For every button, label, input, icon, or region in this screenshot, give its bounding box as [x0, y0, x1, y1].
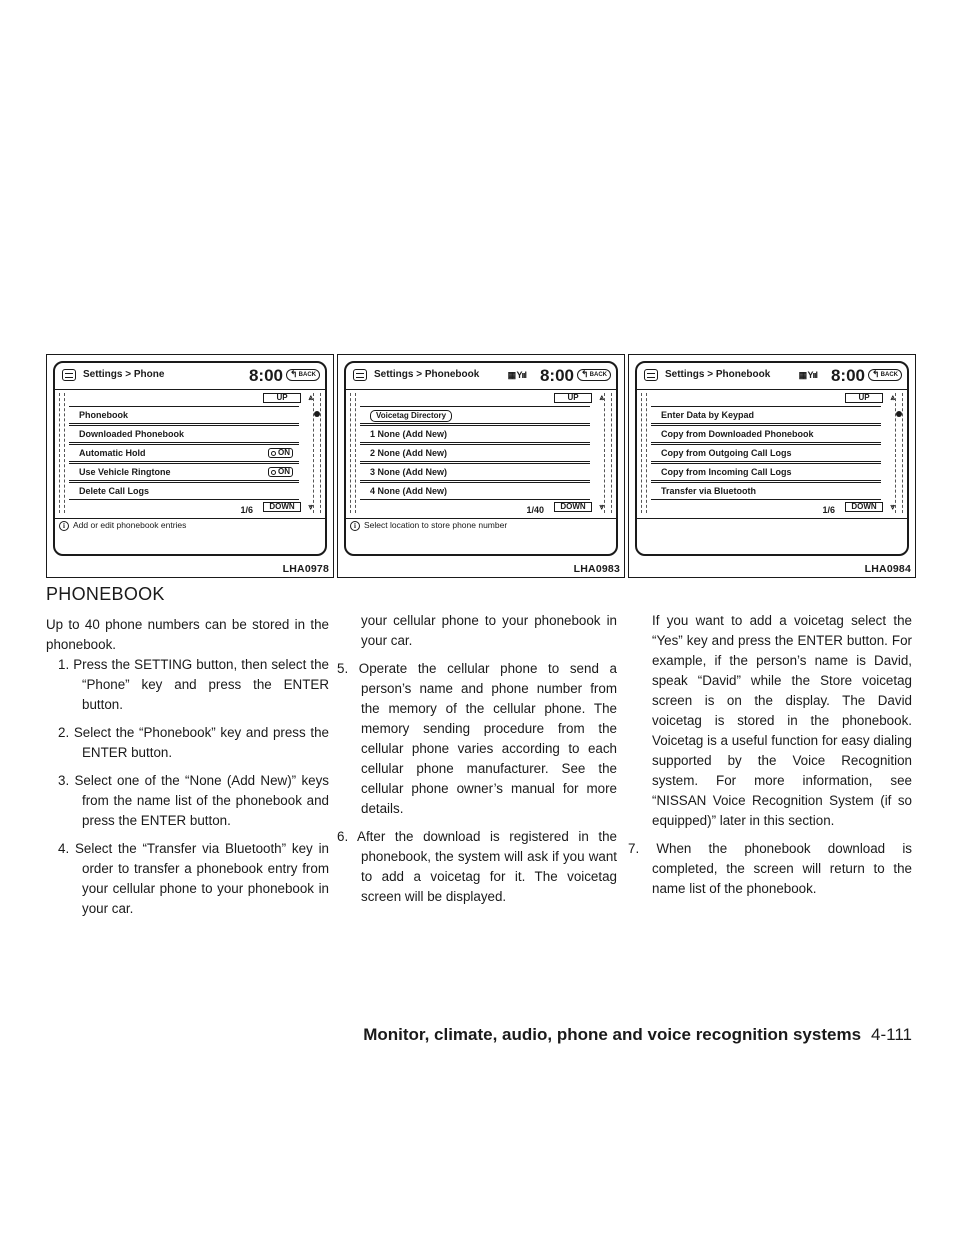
list-item[interactable]: 4 None (Add New) [360, 482, 590, 500]
intro-paragraph: Up to 40 phone numbers can be stored in the phonebook. [46, 617, 329, 652]
scroll-position-dot [314, 411, 320, 417]
voicetag-directory-button[interactable]: Voicetag Directory [370, 410, 452, 422]
clock: 8:00 [830, 366, 865, 385]
nav-screen [344, 361, 618, 556]
screen-title: Settings > Phone [83, 369, 165, 380]
menu-row-vehicle-ringtone[interactable]: Use Vehicle Ringtone ON [69, 463, 299, 481]
screen-title: Settings > Phonebook [374, 369, 480, 380]
settings-icon [62, 369, 76, 381]
figure-caption: LHA0984 [864, 563, 911, 575]
clock: 8:00 [539, 366, 574, 385]
screen-footer: i Add or edit phonebook entries [55, 518, 325, 533]
back-button[interactable]: ↰ BACK [286, 369, 320, 381]
page-counter: 1/6 [822, 505, 835, 515]
step-6: 6. After the download is registered in the phonebook, the system will ask if you want to add a voicetag for it. The voicetag screen will be displayed. [337, 829, 617, 904]
menu-row-enter-data-by-keypad[interactable]: Enter Data by Keypad [651, 406, 881, 424]
screen-header [346, 363, 616, 390]
menu-row-phonebook[interactable]: Phonebook [69, 406, 299, 424]
figure-settings-phonebook-list [337, 354, 625, 578]
chevron-up-icon: ⩓ [308, 393, 313, 402]
menu-row-copy-downloaded-phonebook[interactable]: Copy from Downloaded Phonebook [651, 425, 881, 443]
chapter-title: Monitor, climate, audio, phone and voice recognition systems [363, 1025, 862, 1044]
scroll-position-dot [896, 411, 902, 417]
step-4: 4. Select the “Transfer via Bluetooth” key in order to transfer a phonebook entry from your cellular phone to your phonebook in your car. [58, 841, 329, 916]
chevron-down-icon: ⩔ [890, 502, 895, 511]
down-button[interactable]: DOWN [554, 502, 592, 512]
list-item[interactable]: 2 None (Add New) [360, 444, 590, 462]
toggle-on-button[interactable]: ON [268, 467, 293, 477]
scroll-track-left [59, 393, 65, 513]
chevron-up-icon: ⩓ [599, 393, 604, 402]
step-7: 7. When the phonebook download is completed, the screen will return to the name list of the phonebook. [628, 841, 912, 896]
voicetag-paragraph: If you want to add a voicetag select the “Yes” key and press the ENTER button. For example, if the person’s name is David, speak “David” while the Store voicetag screen is on the display. The David voicetag is stored in the phonebook. Voicetag is a useful function for easy dialing supported by the Voice Recognition system. For more information, see “NISSAN Voice Recognition System (if so equipped)” later in this section. [652, 613, 912, 828]
screen-footer: i Select location to store phone number [346, 518, 616, 533]
up-button[interactable]: UP [554, 393, 592, 403]
step-5: 5. Operate the cellular phone to send a person’s name and phone number from the memory of the cellular phone. The memory sending procedure from the cellular phone varies according to each cellular phone manufacturer. See the cellular phone owner’s manual for more details. [337, 661, 617, 816]
signal-status-icon: ▦ Yııl [798, 370, 817, 380]
list-item[interactable]: 1 None (Add New) [360, 425, 590, 443]
signal-status-icon: ▦ Yııl [507, 370, 526, 380]
page-counter: 1/6 [240, 505, 253, 515]
settings-icon [353, 369, 367, 381]
down-button[interactable]: DOWN [263, 502, 301, 512]
menu-row-copy-incoming-call-logs[interactable]: Copy from Incoming Call Logs [651, 463, 881, 481]
up-button[interactable]: UP [845, 393, 883, 403]
down-button[interactable]: DOWN [845, 502, 883, 512]
step-3: 3. Select one of the “None (Add New)” keys from the name list of the phonebook and press the ENTER button. [58, 773, 329, 828]
screen-title: Settings > Phonebook [665, 369, 771, 380]
step-2: 2. Select the “Phonebook” key and press the ENTER button. [58, 725, 329, 760]
scroll-track-left [641, 393, 647, 513]
menu-row-transfer-via-bluetooth[interactable]: Transfer via Bluetooth [651, 482, 881, 500]
screen-header [55, 363, 325, 390]
nav-screen [635, 361, 909, 556]
info-icon: i [350, 521, 360, 531]
figure-settings-phonebook-add [628, 354, 916, 578]
info-icon: i [59, 521, 69, 531]
menu-row-automatic-hold[interactable]: Automatic Hold ON [69, 444, 299, 462]
step-4-continued: your cellular phone to your phonebook in your car. [361, 613, 617, 648]
screen-header [637, 363, 907, 390]
chevron-down-icon: ⩔ [308, 502, 313, 511]
menu-row-downloaded-phonebook[interactable]: Downloaded Phonebook [69, 425, 299, 443]
menu-row-copy-outgoing-call-logs[interactable]: Copy from Outgoing Call Logs [651, 444, 881, 462]
scrollbar[interactable] [604, 393, 612, 513]
nav-screen [53, 361, 327, 556]
step-1: 1. Press the SETTING button, then select the “Phone” key and press the ENTER button. [58, 657, 329, 712]
text-column-2 [337, 611, 617, 907]
back-button[interactable]: ↰ BACK [868, 369, 902, 381]
clock: 8:00 [248, 366, 283, 385]
chevron-down-icon: ⩔ [599, 502, 604, 511]
text-column-1 [46, 615, 329, 916]
section-heading: PHONEBOOK [46, 584, 165, 604]
page-footer [363, 1025, 912, 1045]
text-column-3 [628, 611, 912, 899]
menu-row-delete-call-logs[interactable]: Delete Call Logs [69, 482, 299, 500]
chevron-up-icon: ⩓ [890, 393, 895, 402]
up-button[interactable]: UP [263, 393, 301, 403]
screen-footer [637, 518, 907, 533]
voicetag-row [360, 406, 590, 424]
back-button[interactable]: ↰ BACK [577, 369, 611, 381]
page-number: 4-111 [871, 1025, 912, 1044]
toggle-on-button[interactable]: ON [268, 448, 293, 458]
figure-caption: LHA0983 [573, 563, 620, 575]
list-item[interactable]: 3 None (Add New) [360, 463, 590, 481]
figure-caption: LHA0978 [282, 563, 329, 575]
scroll-track-left [350, 393, 356, 513]
figure-settings-phone [46, 354, 334, 578]
page-counter: 1/40 [526, 505, 544, 515]
settings-icon [644, 369, 658, 381]
